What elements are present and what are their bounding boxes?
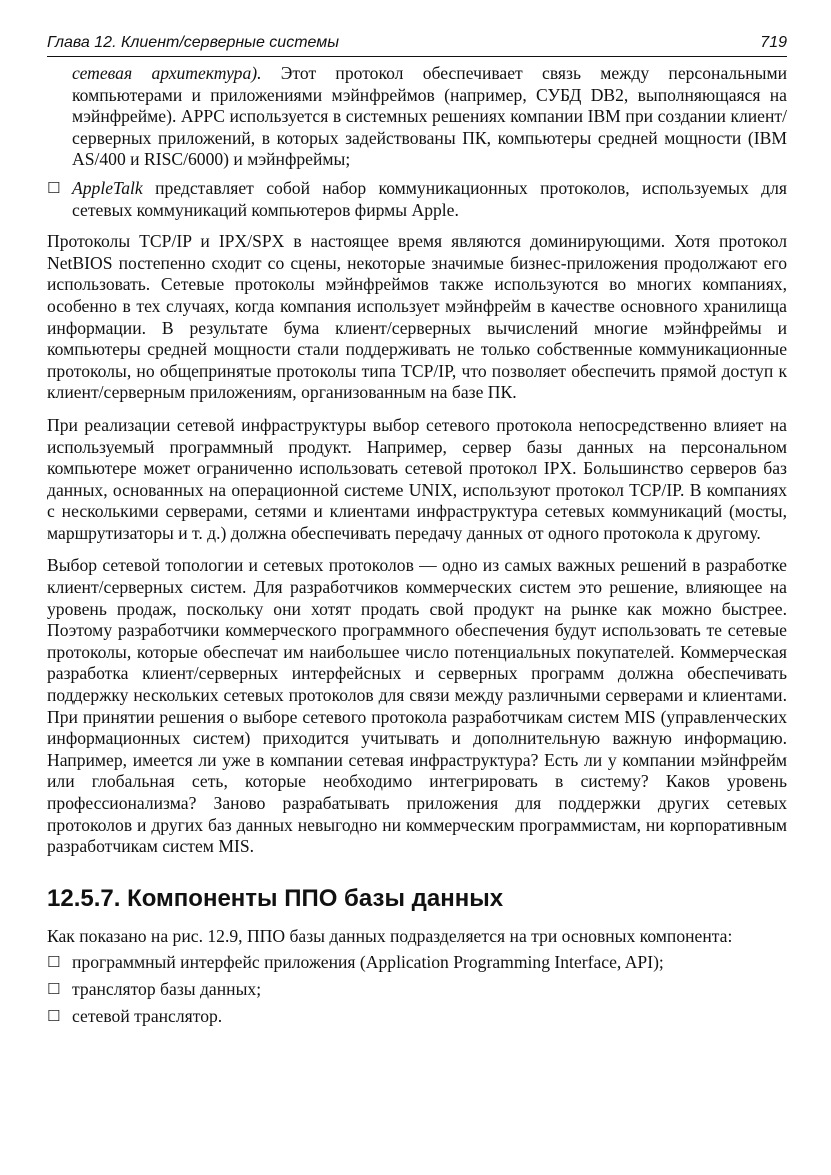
list-item-text: программный интерфейс приложения (Application Programming Interface, API); [72, 952, 664, 973]
page-number: 719 [760, 34, 787, 51]
paragraph-protocols: Протоколы TCP/IP и IPX/SPX в настоящее время являются доминирующими. Хотя протокол NetBIOS постепенно сходит со сцены, некоторые значимые бизнес-приложения продолжают его использовать. Сетевые протоколы мэйнфреймов также используются во многих компаниях, особенно в тех случаях, когда компания использует мэйнфрейм в качестве основного хранилища информации. В результате бума клиент/серверных вычислений многие мэйнфреймы и компьютеры средней мощности стали поддерживать не только собственные коммуникационные протоколы, но общепринятые протоколы типа TCP/IP, что позволяет обеспечить прямой доступ к клиент/серверным приложениям, организованным на базе ПК. [47, 231, 787, 403]
chapter-title: Глава 12. Клиент/серверные системы [47, 34, 339, 51]
section-intro: Как показано на рис. 12.9, ППО базы данных подразделяется на три основных компонента: [47, 925, 733, 946]
list-item [47, 979, 787, 1001]
appc-italic-term: сетевая архитектура). [72, 63, 262, 83]
appletalk-italic-term: AppleTalk [72, 177, 143, 198]
appc-text: Этот протокол обеспечивает связь между персональными компьютерами и приложениями мэйнфреймов (например, СУБД DB2, выполняющаяся на мэйнфрейме). APPC используется в системных решениях компании IBM при создании клиент/серверных приложений, в которых задействованы ПК, компьютеры средней мощности (IBM AS/400 и RISC/6000) и мэйнфреймы; [72, 63, 787, 170]
component-list [47, 952, 787, 1027]
book-page [47, 34, 787, 1027]
list-item-text: транслятор базы данных; [72, 978, 262, 999]
appletalk-paragraph [72, 178, 787, 221]
list-item-appletalk [47, 178, 787, 221]
checkbox-bullet-icon: ☐ [47, 1006, 61, 1025]
paragraph-topology: Выбор сетевой топологии и сетевых протоколов — одно из самых важных решений в разработке клиент/серверных систем. Для разработчиков коммерческих систем это решение, влияющее на уровень продаж, поскольку они хотят продать свой продукт на рынке как можно быстрее. Поэтому разработчики коммерческого программного обеспечения будут использовать те сетевые протоколы, которые обеспечат им наибольшее число потенциальных покупателей. Коммерческая разработка клиент/серверных интерфейсных и серверных программ должна обеспечивать поддержку нескольких сетевых протоколов для связи между различными серверами и клиентами. При принятии решения о выборе сетевого протокола разработчикам систем MIS (управленческих информационных систем) приходится учитывать и дополнительную важную информацию. Например, имеется ли уже в компании сетевая инфраструктура? Есть ли у компании мэйнфрейм или глобальная сеть, которые необходимо интегрировать в систему? Каков уровень профессионализма? Заново разрабатывать приложения для поддержки других сетевых протоколов и других баз данных невыгодно ни коммерческим программистам, ни корпоративным разработчикам систем MIS. [47, 555, 787, 857]
appletalk-text: представляет собой набор коммуникационных протоколов, используемых для сетевых коммуникаций компьютеров фирмы Apple. [72, 177, 787, 220]
section-heading: 12.5.7. Компоненты ППО базы данных [47, 884, 504, 912]
list-item-text: сетевой транслятор. [72, 1005, 223, 1026]
appc-continuation [47, 63, 787, 171]
appc-paragraph [72, 63, 787, 171]
checkbox-bullet-icon: ☐ [47, 953, 61, 972]
list-item [47, 1006, 787, 1028]
paragraph-infrastructure: При реализации сетевой инфраструктуры выбор сетевого протокола непосредственно влияет на используемый программный продукт. Например, сервер базы данных на персональном компьютере может ограниченно использовать сетевой протокол IPX. Большинство серверов баз данных, основанных на операционной системе UNIX, используют протокол TCP/IP. В компаниях с несколькими серверами, сетями и клиентами инфраструктура сетевых коммуникаций (мосты, маршрутизаторы и т. д.) должна обеспечивать передачу данных от одного протокола к другому. [47, 414, 787, 543]
running-header [47, 34, 787, 57]
list-item [47, 952, 787, 974]
checkbox-bullet-icon: ☐ [47, 178, 61, 197]
checkbox-bullet-icon: ☐ [47, 979, 61, 998]
